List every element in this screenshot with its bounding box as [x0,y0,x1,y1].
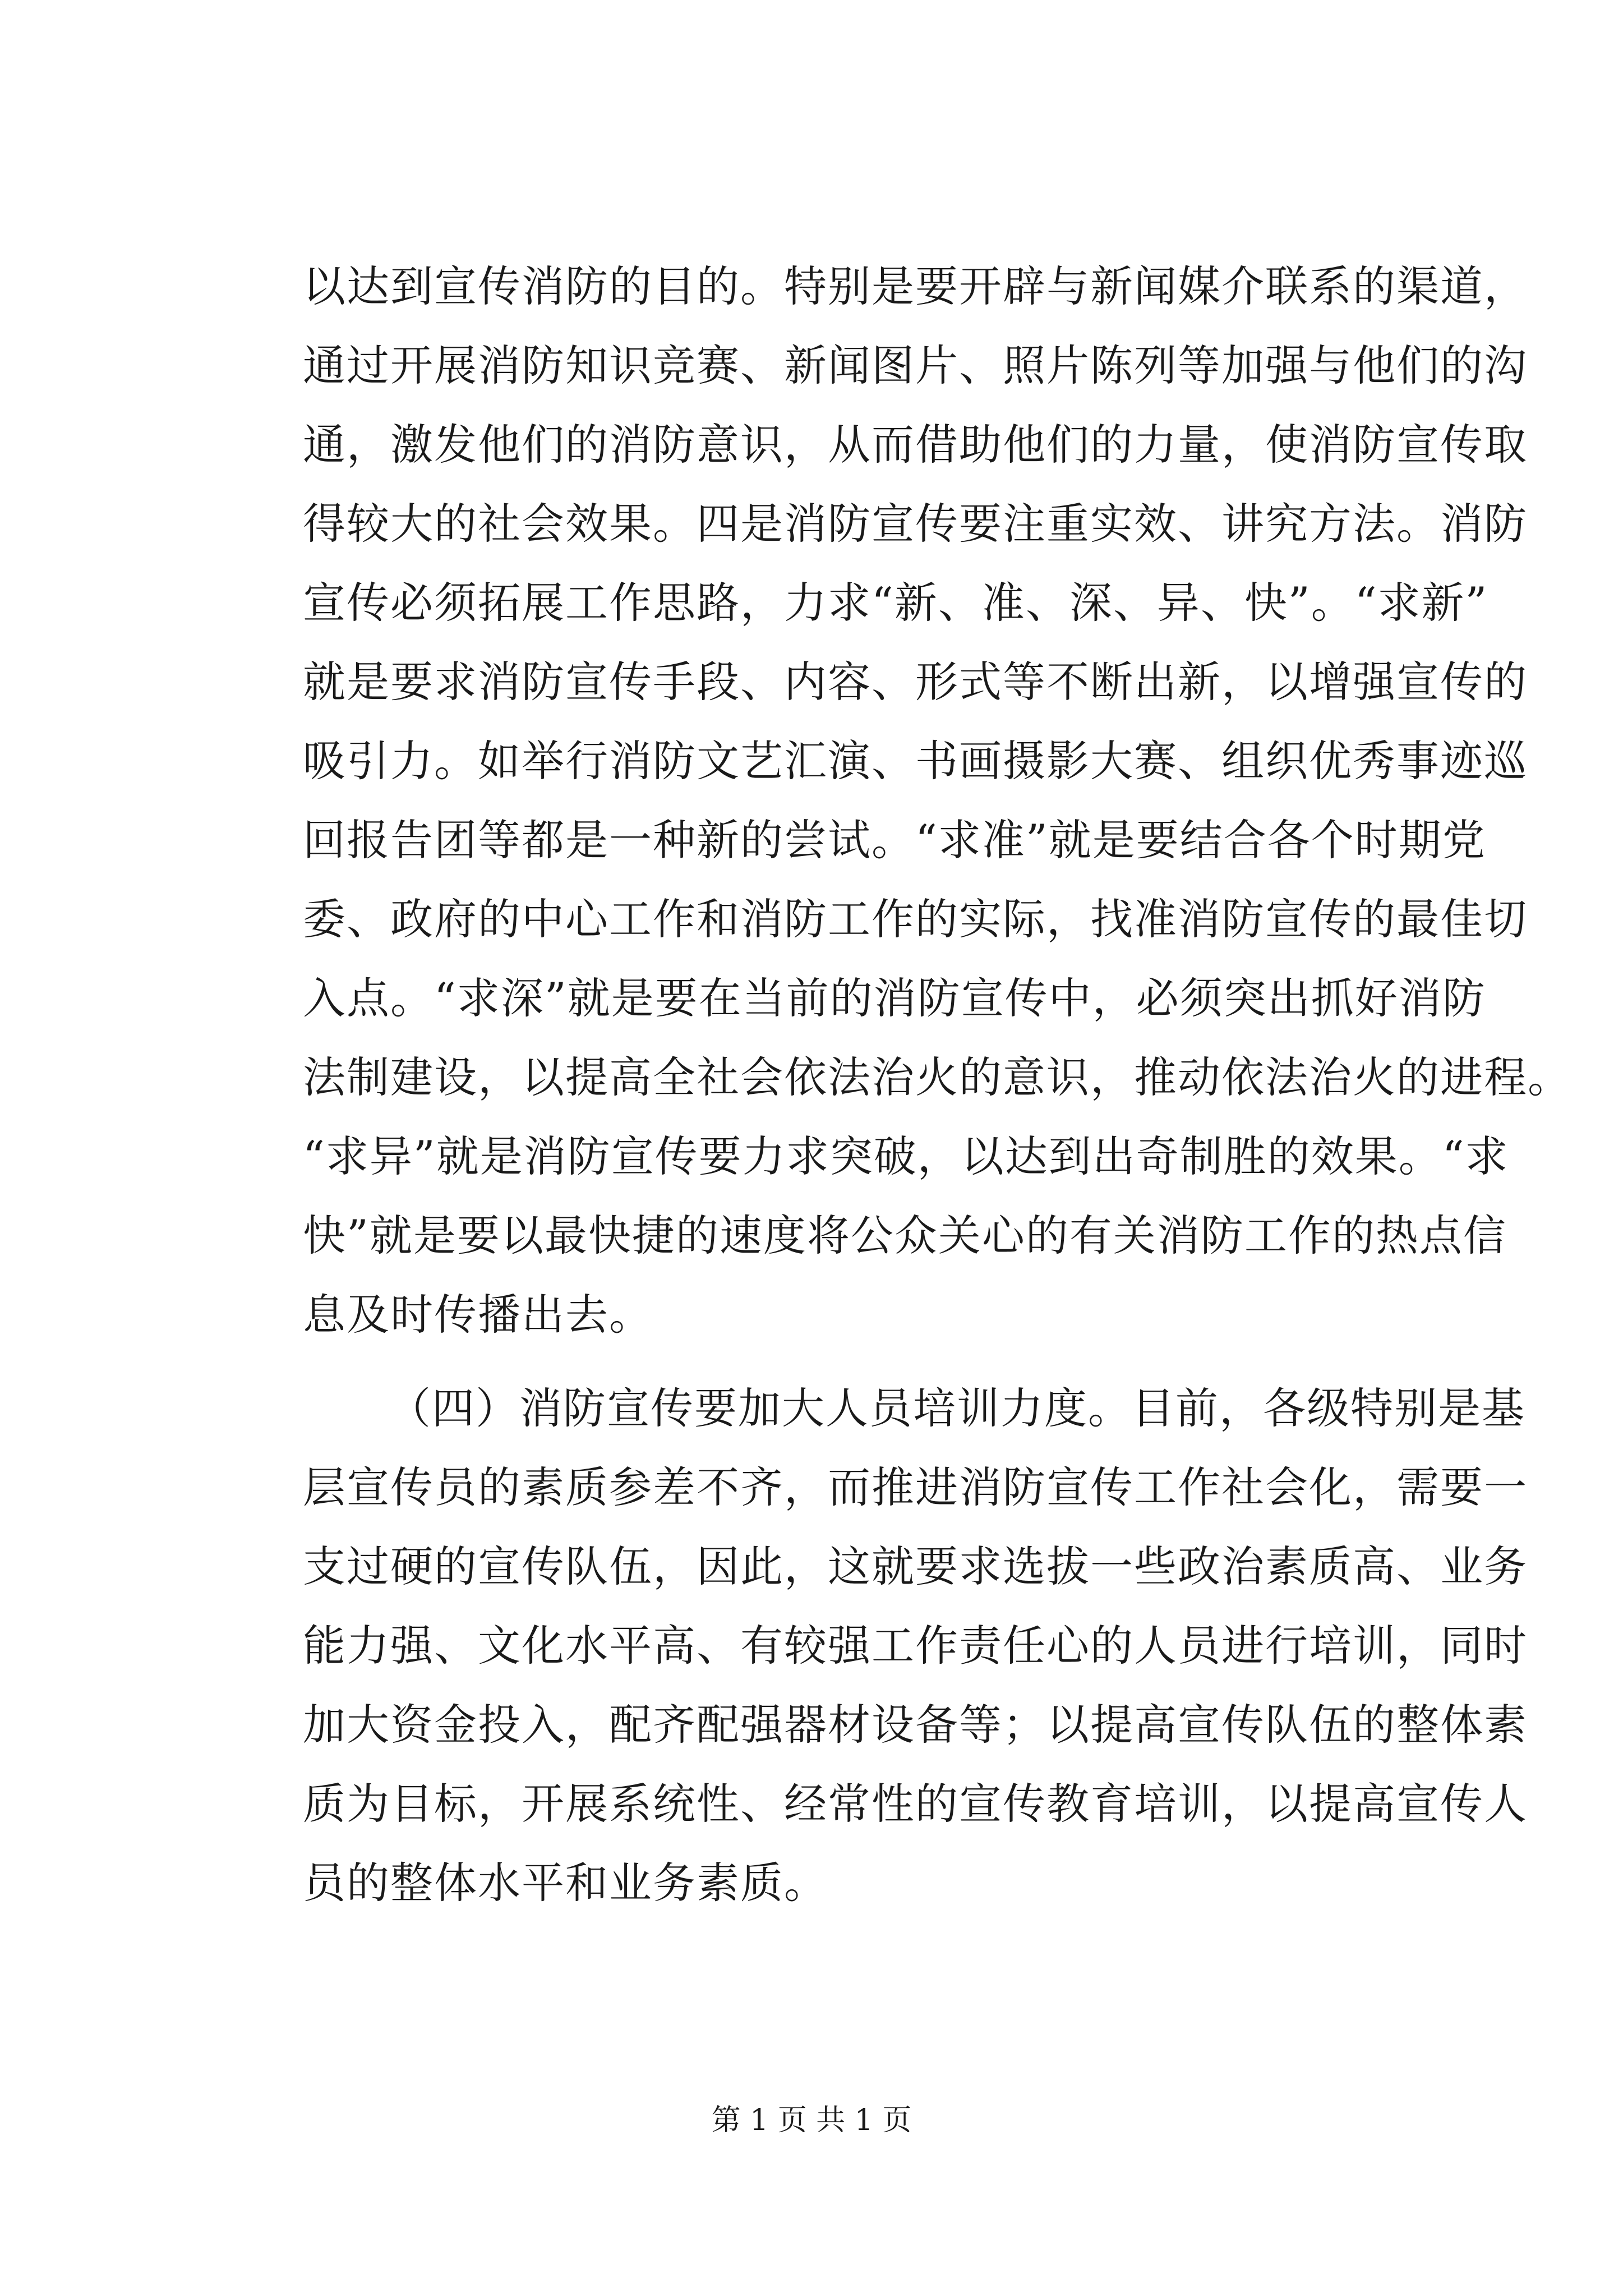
paragraph-line: 委、政府的中心工作和消防工作的实际，找准消防宣传的最佳切 [303,894,1528,944]
paragraph-line: 快”就是要以最快捷的速度将公众关心的有关消防工作的热点信 [303,1211,1507,1260]
paragraph-1 [303,247,1571,1354]
paragraph-line: 息及时传播出去。 [303,1290,653,1340]
paragraph-line: 通过开展消防知识竞赛、新闻图片、照片陈列等加强与他们的沟 [303,341,1528,390]
paragraph-line: 法制建设，以提高全社会依法治火的意识，推动依法治火的进程。 [303,1052,1571,1102]
paragraph-line: 层宣传员的素质参差不齐，而推进消防宣传工作社会化，需要一 [303,1462,1528,1512]
paragraph-line: （四）消防宣传要加大人员培训力度。目前，各级特别是基 [388,1383,1525,1433]
paragraph-line: 就是要求消防宣传手段、内容、形式等不断出新，以增强宣传的 [303,657,1528,707]
paragraph-2 [303,1369,1528,1922]
paragraph-line: 入点。“求深”就是要在当前的消防宣传中，必须突出抓好消防 [303,973,1486,1023]
paragraph-line: 以达到宣传消防的目的。特别是要开辟与新闻媒介联系的渠道， [303,261,1528,311]
paragraph-line: 通，激发他们的消防意识，从而借助他们的力量，使消防宣传取 [303,420,1528,470]
paragraph-line: 员的整体水平和业务素质。 [303,1858,828,1908]
paragraph-line: 能力强、文化水平高、有较强工作责任心的人员进行培训，同时 [303,1621,1528,1671]
paragraph-line: “求异”就是消防宣传要力求突破，以达到出奇制胜的效果。“求 [303,1131,1509,1181]
paragraph-line: 得较大的社会效果。四是消防宣传要注重实效、讲究方法。消防 [303,499,1528,549]
paragraph-line: 宣传必须拓展工作思路，力求“新、准、深、异、快”。“求新” [303,578,1488,628]
paragraph-line: 回报告团等都是一种新的尝试。“求准”就是要结合各个时期党 [303,815,1486,865]
paragraph-line: 加大资金投入，配齐配强器材设备等；以提高宣传队伍的整体素 [303,1700,1528,1750]
paragraph-line: 吸引力。如举行消防文艺汇演、书画摄影大赛、组织优秀事迹巡 [303,736,1528,786]
page-footer: 第 1 页 共 1 页 [711,2104,912,2137]
paragraph-line: 质为目标，开展系统性、经常性的宣传教育培训，以提高宣传人 [303,1779,1528,1829]
paragraph-line: 支过硬的宣传队伍，因此，这就要求选拔一些政治素质高、业务 [303,1542,1528,1591]
document-body [303,247,1571,1922]
paragraph-spacer [303,1354,1368,1369]
